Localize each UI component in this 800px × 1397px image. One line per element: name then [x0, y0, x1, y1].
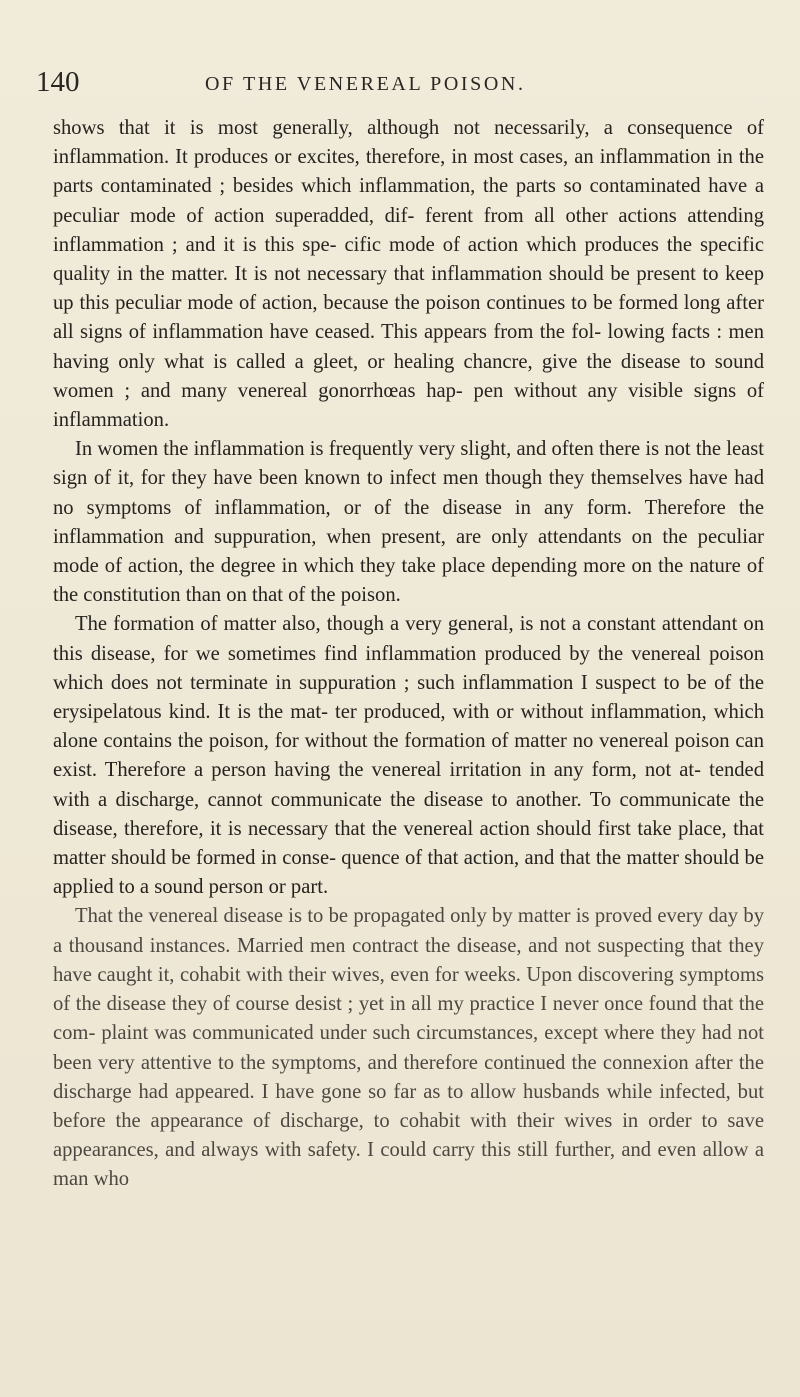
page-number: 140 — [36, 66, 80, 98]
running-title: OF THE VENEREAL POISON. — [205, 73, 526, 95]
page-header — [0, 66, 800, 106]
paragraph: That the venereal disease is to be propagated only by matter is proved every day by a thousand instances. Married men contract the disease, and not suspecting that they have caught it, cohabit with their wives, even for weeks. Upon discovering symptoms of the disease they of course desist ; yet in all my practice I never once found that the com- plaint was communicated under such circumstances, except where they had not been very attentive to the symptoms, and therefore continued the connexion after the discharge had appeared. I have gone so far as to allow husbands while infected, but before the appearance of discharge, to cohabit with their wives in order to save appearances, and always with safety. I could carry this still further, and even allow a man who — [53, 905, 764, 1191]
paragraph: shows that it is most generally, although not necessarily, a consequence of inflammation. It produces or excites, therefore, in most cases, an inflammation in the parts contaminated ; besides which inflammation, the parts so contaminated have a peculiar mode of action superadded, dif- ferent from all other actions attending inflammation ; and it is this spe- cific mode of action which produces the specific quality in the matter. It is not necessary that inflammation should be present to keep up this peculiar mode of action, because the poison continues to be formed long after all signs of inflammation have ceased. This appears from the fol- lowing facts : men having only what is called a gleet, or healing chancre, give the disease to sound women ; and many venereal gonorrhœas hap- pen without any visible signs of inflammation. — [53, 117, 764, 432]
paragraph: The formation of matter also, though a very general, is not a constant attendant on this disease, for we sometimes find inflammation produced by the venereal poison which does not terminate in suppuration ; such inflammation I suspect to be of the erysipelatous kind. It is the mat- ter produced, with or without inflammation, which alone contains the poison, for without the formation of matter no venereal poison can exist. Therefore a person having the venereal irritation in any form, not at- tended with a discharge, cannot communicate the disease to another. To communicate the disease, therefore, it is necessary that the venereal action should first take place, that matter should be formed in conse- quence of that action, and that the matter should be applied to a sound person or part. — [53, 613, 764, 899]
paragraph: In women the inflammation is frequently very slight, and often there is not the least sign of it, for they have been known to infect men though they themselves have had no symptoms of inflammation, or of the disease in any form. Therefore the inflammation and suppuration, when present, are only attendants on the peculiar mode of action, the degree in which they take place depending more on the nature of the constitution than on that of the poison. — [53, 438, 764, 607]
body-text — [53, 114, 764, 1195]
